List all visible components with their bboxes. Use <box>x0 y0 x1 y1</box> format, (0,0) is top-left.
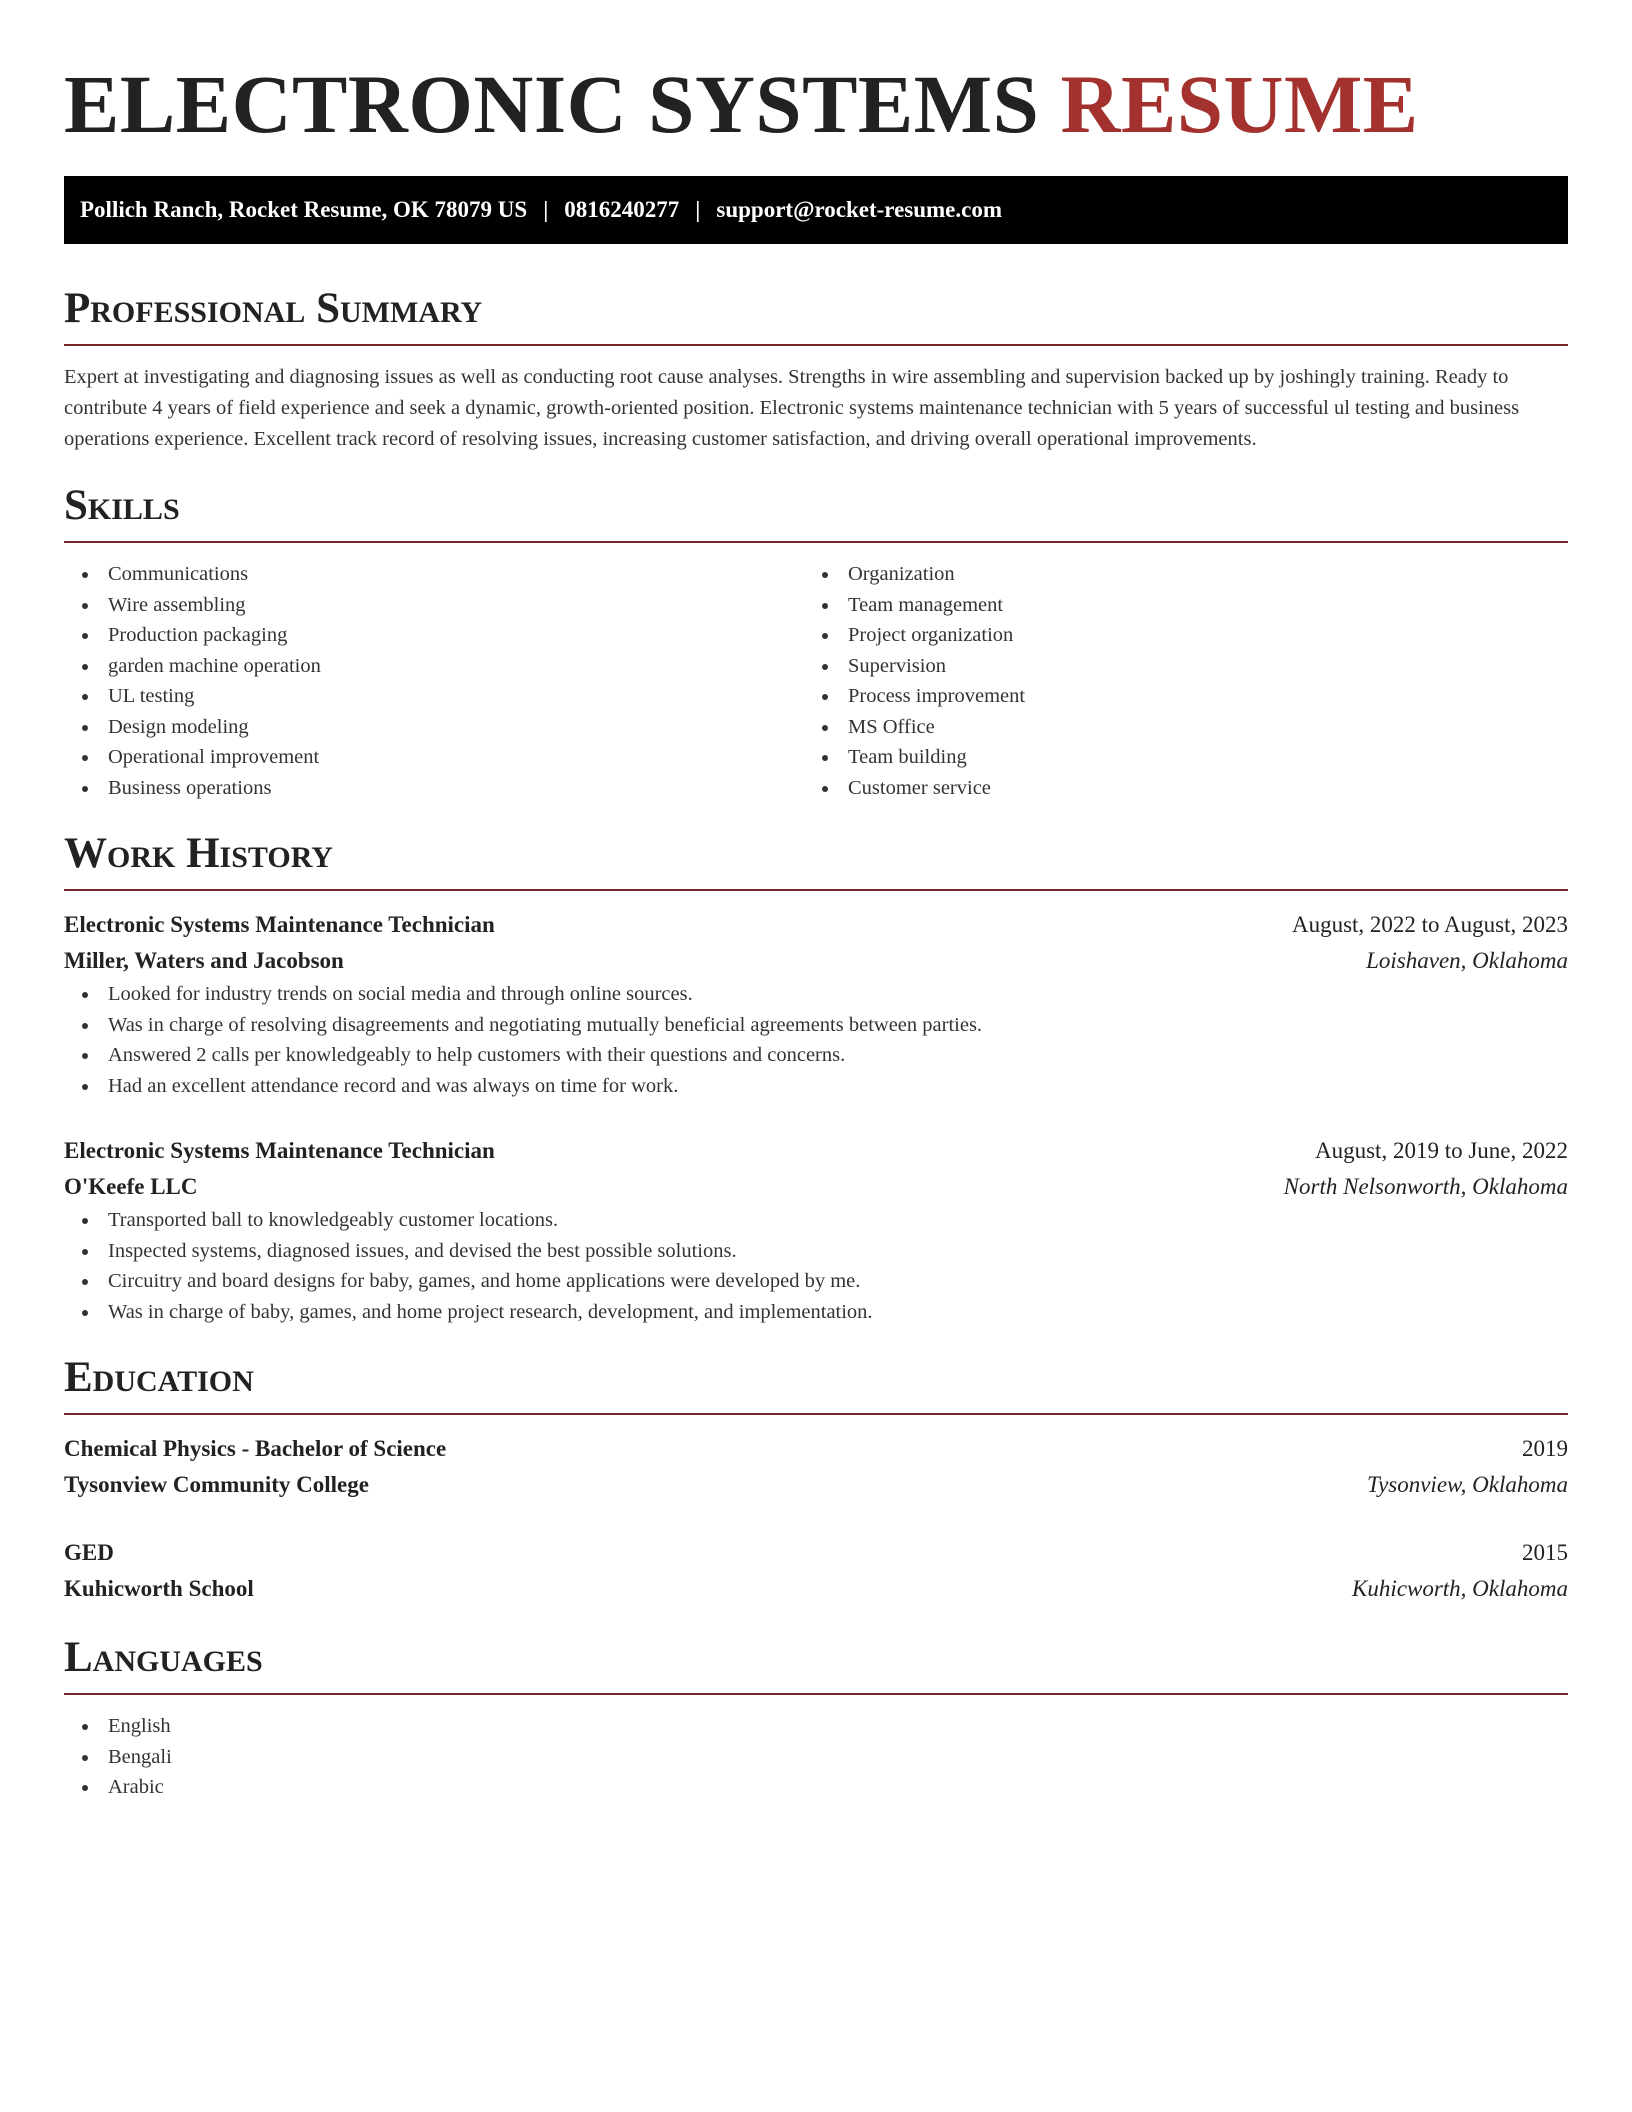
skill-item: Business operations <box>64 773 804 804</box>
job-title: Electronic Systems Maintenance Technician <box>64 1138 495 1163</box>
education-header-row <box>64 1535 1568 1571</box>
job-bullet: Was in charge of resolving disagreements and negotiating mutually beneficial agreements between parties. <box>64 1010 1568 1041</box>
education-year: 2015 <box>1522 1540 1568 1565</box>
job-entry <box>64 907 1568 1101</box>
summary-heading: Professional Summary <box>64 285 483 332</box>
contact-phone: 0816240277 <box>564 197 680 222</box>
skill-item: Process improvement <box>804 681 1544 712</box>
skill-item: Communications <box>64 559 804 590</box>
job-company-row <box>64 1169 1568 1205</box>
skill-item: Team management <box>804 590 1544 621</box>
work-heading: Work History <box>64 830 333 877</box>
skill-item: Team building <box>804 742 1544 773</box>
skill-item: Design modeling <box>64 712 804 743</box>
education-location: Kuhicworth, Oklahoma <box>1352 1576 1568 1601</box>
job-bullet: Was in charge of baby, games, and home project research, development, and implementation. <box>64 1297 1568 1328</box>
summary-text: Expert at investigating and diagnosing issues as well as conducting root cause analyses. Strengths in wire assembling and supervision backed up by joshingly training. Ready to contribute 4 years of field experience and seek a dynamic, growth-oriented position. Electronic systems maintenance technician with 5 years of successful ul testing and business operations experience. Excellent track record of resolving issues, increasing customer satisfaction, and driving overall operational improvements. <box>64 366 1520 450</box>
education-section <box>64 1353 1568 1607</box>
resume-title <box>64 0 1568 152</box>
education-degree: GED <box>64 1540 114 1565</box>
job-dates: August, 2019 to June, 2022 <box>1315 1138 1568 1163</box>
job-company: Miller, Waters and Jacobson <box>64 948 344 973</box>
education-degree: Chemical Physics - Bachelor of Science <box>64 1436 447 1461</box>
summary-section <box>64 284 1568 455</box>
languages-section <box>64 1633 1568 1803</box>
language-item: Arabic <box>64 1772 1568 1803</box>
education-entry <box>64 1431 1568 1503</box>
languages-list <box>64 1711 1568 1803</box>
job-bullets <box>64 979 1568 1101</box>
skill-item: Operational improvement <box>64 742 804 773</box>
skill-item: Project organization <box>804 620 1544 651</box>
contact-separator: | <box>695 197 701 222</box>
job-bullet: Had an excellent attendance record and was always on time for work. <box>64 1071 1568 1102</box>
skill-item: UL testing <box>64 681 804 712</box>
job-entry <box>64 1133 1568 1327</box>
skills-list-left <box>64 559 804 803</box>
job-bullet: Circuitry and board designs for baby, games, and home applications were developed by me. <box>64 1266 1568 1297</box>
contact-address: Pollich Ranch, Rocket Resume, OK 78079 US <box>80 197 528 222</box>
skill-item: MS Office <box>804 712 1544 743</box>
job-bullets <box>64 1205 1568 1327</box>
language-item: Bengali <box>64 1742 1568 1773</box>
education-entry <box>64 1535 1568 1607</box>
job-bullet: Looked for industry trends on social media and through online sources. <box>64 979 1568 1010</box>
contact-bar <box>64 176 1568 244</box>
skills-section <box>64 481 1568 803</box>
title-accent: RESUME <box>1060 58 1419 150</box>
job-dates: August, 2022 to August, 2023 <box>1291 912 1568 937</box>
section-divider <box>64 541 1568 543</box>
section-divider <box>64 344 1568 346</box>
education-location: Tysonview, Oklahoma <box>1366 1472 1568 1497</box>
education-school: Kuhicworth School <box>64 1576 254 1601</box>
job-header-row <box>64 1133 1568 1169</box>
education-school-row <box>64 1571 1568 1607</box>
job-company-row <box>64 943 1568 979</box>
job-title: Electronic Systems Maintenance Technician <box>64 912 495 937</box>
skill-item: Organization <box>804 559 1544 590</box>
skills-columns <box>64 559 1568 803</box>
education-heading: Education <box>64 1354 254 1401</box>
skills-heading: Skills <box>64 482 180 529</box>
job-location: Loishaven, Oklahoma <box>1366 948 1568 973</box>
job-bullet: Transported ball to knowledgeably customer locations. <box>64 1205 1568 1236</box>
skill-item: Wire assembling <box>64 590 804 621</box>
education-year: 2019 <box>1522 1436 1568 1461</box>
job-location: North Nelsonworth, Oklahoma <box>1283 1174 1568 1199</box>
skill-item: Customer service <box>804 773 1544 804</box>
work-section <box>64 829 1568 1327</box>
languages-heading: Languages <box>64 1634 263 1681</box>
job-company: O'Keefe LLC <box>64 1174 198 1199</box>
education-school-row <box>64 1467 1568 1503</box>
section-divider <box>64 889 1568 891</box>
title-main: ELECTRONIC SYSTEMS <box>64 58 1040 150</box>
skill-item: Production packaging <box>64 620 804 651</box>
contact-email: support@rocket-resume.com <box>716 197 1003 222</box>
section-divider <box>64 1413 1568 1415</box>
skill-item: garden machine operation <box>64 651 804 682</box>
education-school: Tysonview Community College <box>64 1472 369 1497</box>
language-item: English <box>64 1711 1568 1742</box>
skills-list-right <box>804 559 1544 803</box>
job-header-row <box>64 907 1568 943</box>
job-bullet: Inspected systems, diagnosed issues, and devised the best possible solutions. <box>64 1236 1568 1267</box>
section-divider <box>64 1693 1568 1695</box>
skill-item: Supervision <box>804 651 1544 682</box>
contact-separator: | <box>543 197 549 222</box>
education-header-row <box>64 1431 1568 1467</box>
job-bullet: Answered 2 calls per knowledgeably to help customers with their questions and concerns. <box>64 1040 1568 1071</box>
